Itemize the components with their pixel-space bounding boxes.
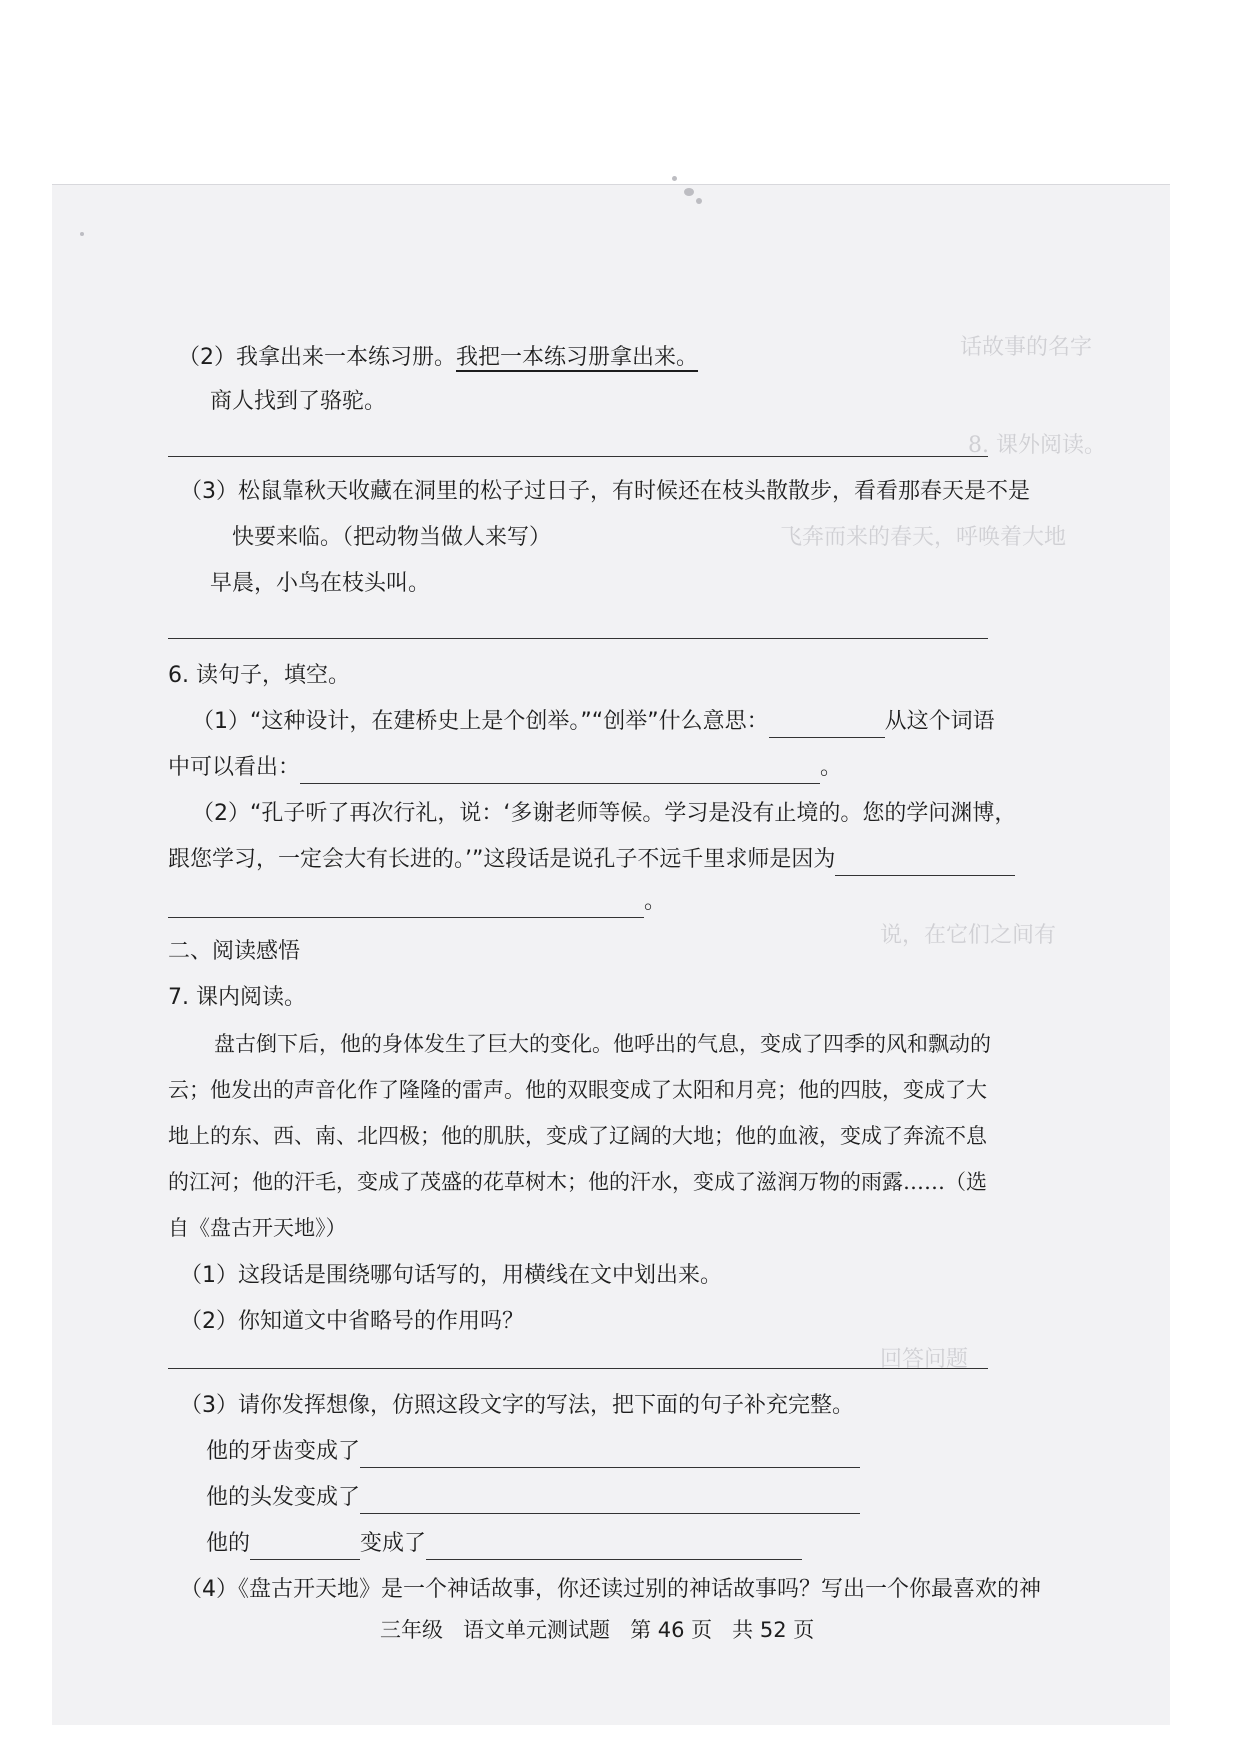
- answer-blank[interactable]: [769, 711, 885, 738]
- answer-blank[interactable]: [835, 849, 1015, 876]
- q6-item1-row1: [192, 706, 995, 738]
- q5-item2-prompt: 商人找到了骆驼。: [210, 389, 387, 414]
- q5-item2-text: （2）我拿出来一本练习册。: [178, 345, 456, 370]
- answer-blank[interactable]: [300, 757, 820, 784]
- q7-sub3-line3: [206, 1528, 802, 1560]
- q6-item2-row3: [168, 886, 666, 918]
- footer-subject: 语文单元测试题: [463, 1618, 611, 1642]
- q5-item2-example: 我把一本练习册拿出来。: [456, 345, 699, 370]
- answer-blank[interactable]: [426, 1533, 802, 1560]
- answer-blank[interactable]: [360, 1441, 860, 1468]
- q6-item1-row2: [168, 752, 842, 784]
- passage-line: 地上的东、西、南、北四极；他的肌肤，变成了辽阔的大地；他的血液，变成了奔流不息: [168, 1124, 987, 1148]
- prompt-text: 他的牙齿变成了: [206, 1439, 361, 1464]
- passage-line: 盘古倒下后，他的身体发生了巨大的变化。他呼出的气息，变成了四季的风和飘动的: [214, 1032, 991, 1056]
- prompt-text: 变成了: [360, 1531, 427, 1556]
- paper-speck: [684, 188, 694, 196]
- prompt-text: 他的头发变成了: [206, 1485, 361, 1510]
- q7-sub1: （1）这段话是围绕哪句话写的，用横线在文中划出来。: [180, 1263, 722, 1288]
- paper-speck: [696, 198, 702, 204]
- answer-blank[interactable]: [168, 891, 644, 918]
- q7-sub3-line2: [206, 1482, 860, 1514]
- answer-blank[interactable]: [360, 1487, 860, 1514]
- q6-item1-text-b: 从这个词语: [884, 709, 995, 734]
- bleed-through-text: 回答问题: [880, 1347, 969, 1372]
- q5-item3-a: （3）松鼠靠秋天收藏在洞里的松子过日子，有时候还在枝头散散步，看看那春天是不是: [180, 479, 1030, 504]
- q6-item1-text-c: 中可以看出：: [168, 755, 301, 780]
- footer-total: 共 52 页: [732, 1618, 815, 1642]
- passage-line: 自《盘古开天地》）: [168, 1216, 347, 1240]
- q6-title: 6. 读句子，填空。: [168, 663, 350, 688]
- q6-item1-text: （1）“这种设计，在建桥史上是个创举。”“创举”什么意思：: [192, 709, 769, 734]
- q6-item2-row2: [168, 844, 1015, 876]
- period: 。: [820, 755, 843, 780]
- bleed-through-text: 8. 课外阅读。: [968, 433, 1106, 458]
- answer-line[interactable]: [168, 638, 988, 639]
- q5-item2: [178, 342, 698, 374]
- q6-item2-text-b: 跟您学习，一定会大有长进的。’”这段话是说孔子不远千里求师是因为: [168, 847, 836, 872]
- bleed-through-text: 话故事的名字: [960, 335, 1093, 360]
- paper-speck: [672, 176, 677, 181]
- q7-sub3-line1: [206, 1436, 860, 1468]
- footer-grade: 三年级: [380, 1618, 443, 1642]
- paper-speck: [80, 232, 84, 236]
- q7-sub2: （2）你知道文中省略号的作用吗？: [180, 1309, 524, 1334]
- answer-line[interactable]: [168, 456, 988, 457]
- q7-sub4: （4）《盘古开天地》是一个神话故事，你还读过别的神话故事吗？写出一个你最喜欢的神: [180, 1577, 1042, 1602]
- passage-line: 云；他发出的声音化作了隆隆的雷声。他的双眼变成了太阳和月亮；他的四肢，变成了大: [168, 1078, 987, 1102]
- q6-item2-row1: （2）“孔子听了再次行礼，说：‘多谢老师等候。学习是没有止境的。您的学问渊博，: [192, 801, 1017, 826]
- section2-heading: 二、阅读感悟: [168, 939, 301, 964]
- period: 。: [644, 889, 667, 914]
- answer-line[interactable]: [168, 1368, 988, 1369]
- passage-line: 的江河；他的汗毛，变成了茂盛的花草树木；他的汗水，变成了滋润万物的雨露……（选: [168, 1170, 987, 1194]
- answer-blank[interactable]: [250, 1533, 360, 1560]
- page-footer: [380, 1614, 814, 1644]
- q5-item3-prompt: 早晨，小鸟在枝头叫。: [210, 571, 431, 596]
- q7-sub3: （3）请你发挥想像，仿照这段文字的写法，把下面的句子补充完整。: [180, 1393, 854, 1418]
- footer-page: 第 46 页: [630, 1618, 713, 1642]
- bleed-through-text: 说，在它们之间有: [880, 923, 1057, 948]
- bleed-through-text: 飞奔而来的春天，呼唤着大地: [780, 525, 1067, 550]
- q7-title: 7. 课内阅读。: [168, 985, 306, 1010]
- q5-item3-b: 快要来临。（把动物当做人来写）: [232, 525, 552, 550]
- prompt-text: 他的: [206, 1531, 251, 1556]
